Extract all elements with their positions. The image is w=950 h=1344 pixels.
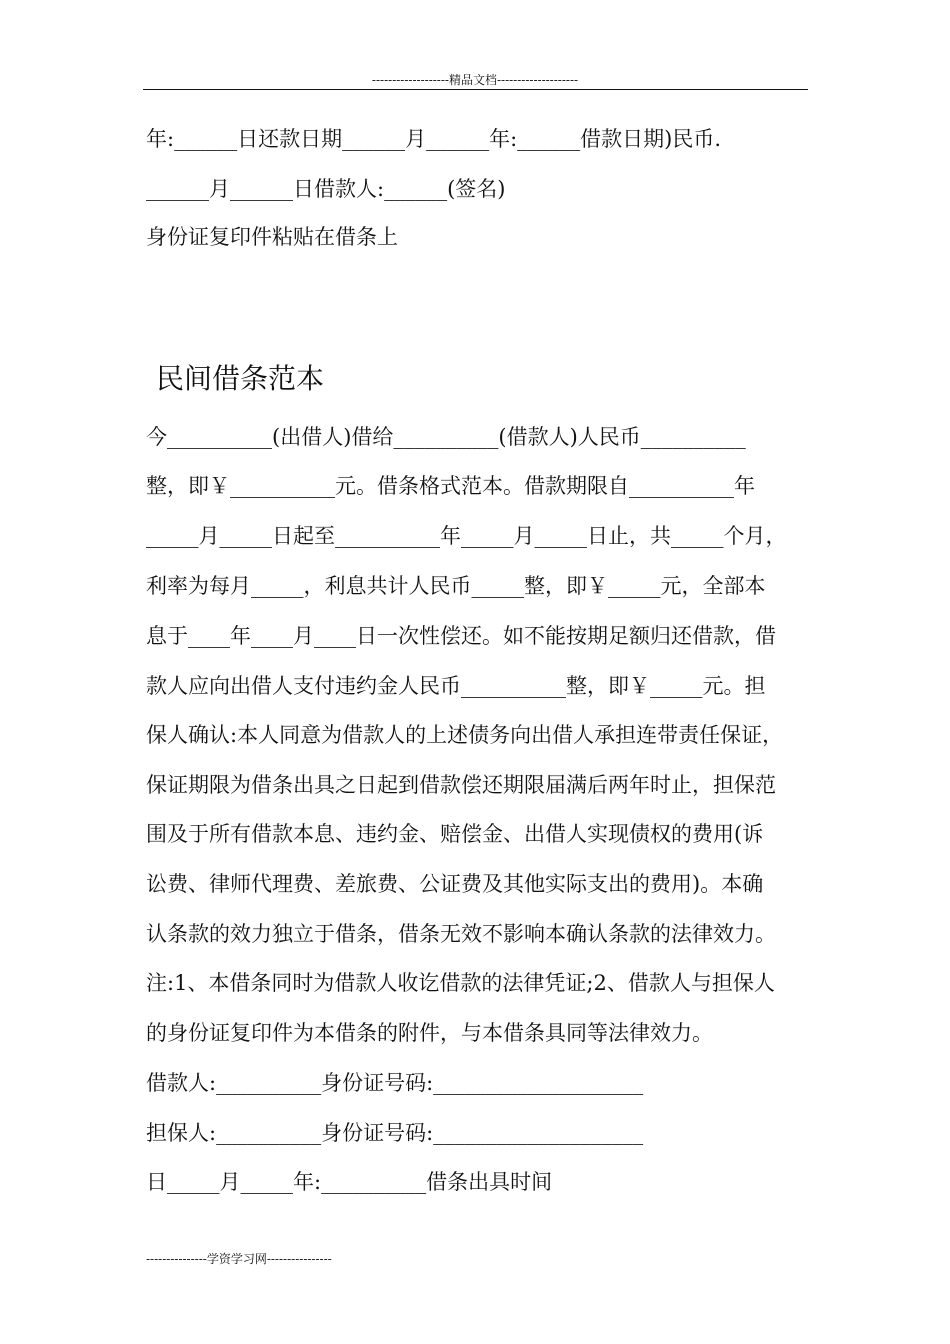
top-line-3: 身份证复印件粘贴在借条上 bbox=[146, 225, 398, 249]
page-footer-text: ---------------学资学习网---------------- bbox=[146, 1252, 332, 1266]
body-line-13: 的身份证复印件为本借条的附件，与本借条具同等法律效力。 bbox=[146, 1021, 713, 1045]
body-line-1: 今__________(出借人)借给__________(借款人)人民币__________ bbox=[146, 425, 746, 449]
body-line-7: 保人确认:本人同意为借款人的上述债务向出借人承担连带责任保证， bbox=[146, 723, 784, 747]
body-line-11: 认条款的效力独立于借条，借条无效不影响本确认条款的法律效力。 bbox=[146, 922, 776, 946]
body-line-10: 讼费、律师代理费、差旅费、公证费及其他实际支出的费用)。本确 bbox=[146, 872, 764, 896]
top-line-1: 年:______日还款日期______月______年:______借款日期)民币. bbox=[146, 127, 722, 151]
document-title: 民间借条范本 bbox=[156, 362, 325, 395]
borrower-signature-line: 借款人:__________身份证号码:____________________ bbox=[146, 1071, 644, 1095]
body-line-12: 注:1、本借条同时为借款人收讫借款的法律凭证;2、借款人与担保人 bbox=[146, 971, 775, 995]
header-divider bbox=[143, 89, 808, 90]
body-line-5: 息于____年____月____日一次性偿还。如不能按期足额归还借款，借 bbox=[146, 624, 776, 648]
body-line-4: 利率为每月_____，利息共计人民币_____整，即￥_____元，全部本 bbox=[146, 574, 766, 598]
issue-date-line: 日_____月_____年:__________借条出具时间 bbox=[146, 1170, 553, 1194]
page-header-text: -------------------精品文档-------------------- bbox=[371, 73, 579, 87]
body-line-9: 围及于所有借款本息、违约金、赔偿金、出借人实现债权的费用(诉 bbox=[146, 822, 764, 846]
body-line-6: 款人应向出借人支付违约金人民币__________整，即￥_____元。担 bbox=[146, 674, 766, 698]
guarantor-signature-line: 担保人:__________身份证号码:____________________ bbox=[146, 1121, 644, 1145]
top-line-2: ______月______日借款人:______(签名) bbox=[146, 177, 506, 201]
body-line-2: 整，即￥__________元。借条格式范本。借款期限自__________年 bbox=[146, 474, 755, 498]
body-line-3: _____月_____日起至__________年_____月_____日止，共_____个月， bbox=[146, 524, 787, 548]
body-line-8: 保证期限为借条出具之日起到借款偿还期限届满后两年时止，担保范 bbox=[146, 773, 776, 797]
